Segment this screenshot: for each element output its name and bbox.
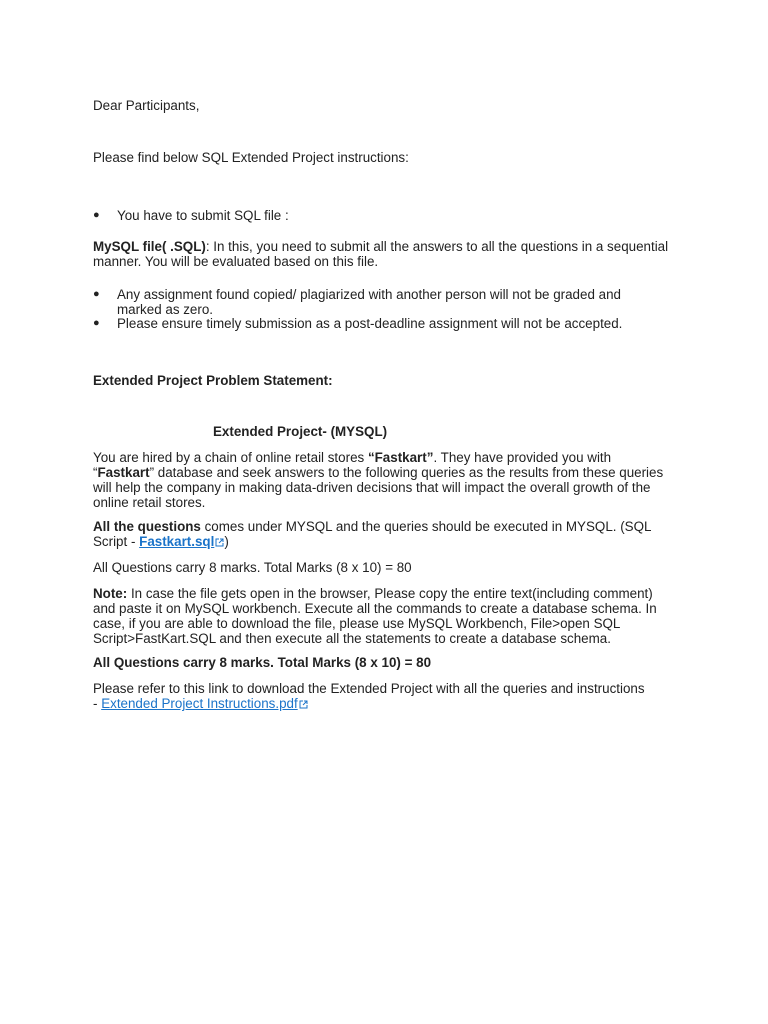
mysql-file-paragraph [93, 239, 683, 269]
refer-text: Please refer to this link to download the Extended Project with all the queries and instructions [93, 681, 645, 696]
note-label: Note: [93, 586, 128, 601]
bullet-dot: ● [93, 317, 100, 329]
questions-text: comes under MYSQL and the queries should be executed in MYSQL. (SQL Script - [93, 519, 651, 549]
questions-bold: All the questions [93, 519, 201, 534]
instructions-pdf-link[interactable]: Extended Project Instructions.pdf [101, 696, 298, 711]
greeting: Dear Participants, [93, 98, 200, 113]
marks-line-bold [93, 655, 683, 670]
brand-name: Fastkart [97, 465, 150, 480]
project-title-text: Extended Project- (MYSQL) [213, 424, 388, 439]
note-text: In case the file gets open in the browser, Please copy the entire text(including comment) and paste it on MySQL workbench. Execute all the commands to create a database schema. In case, if you are able to download the file, please use MySQL Workbench, File>open SQL Script>FastKart.SQL and then execute all the statements to create a database schema. [93, 586, 657, 646]
note-paragraph [93, 586, 673, 646]
problem-heading [93, 373, 683, 388]
project-title [213, 424, 513, 439]
scenario-paragraph [93, 450, 673, 510]
marks-line: All Questions carry 8 marks. Total Marks (8 x 10) = 80 [93, 560, 412, 575]
brand-name: “Fastkart” [367, 450, 434, 465]
rule-text: Please ensure timely submission as a post-deadline assignment will not be accepted. [117, 316, 623, 331]
problem-heading-text: Extended Project Problem Statement: [93, 373, 333, 388]
bullet-dot: ● [93, 209, 100, 221]
bullet-dot: ● [93, 288, 100, 300]
mysql-file-label: MySQL file( .SQL) [93, 239, 206, 254]
scenario-text: ” database and seek answers to the following queries as the results from these queries will help the company in making data-driven decisions that will impact the overall growth of the online retail stores. [93, 465, 664, 510]
external-link-icon[interactable] [215, 535, 224, 544]
rule-text: Any assignment found copied/ plagiarized with another person will not be graded and marked as zero. [117, 287, 621, 317]
scenario-text: You are hired by a chain of online retail stores [93, 450, 368, 465]
questions-paragraph [93, 519, 668, 549]
refer-paragraph [93, 681, 693, 711]
questions-close: ) [224, 534, 229, 549]
refer-dash: - [93, 696, 102, 711]
marks-line-bold-text: All Questions carry 8 marks. Total Marks (8 x 10) = 80 [93, 655, 432, 670]
scenario-text: . They have provided you with “ [93, 450, 612, 480]
external-link-icon[interactable] [299, 697, 308, 706]
mysql-file-text: : In this, you need to submit all the answers to all the questions in a sequential manner. You will be evaluated based on this file. [93, 239, 669, 269]
bullet-submit-text: You have to submit SQL file : [117, 208, 289, 223]
intro-text: Please find below SQL Extended Project instructions: [93, 150, 409, 165]
fastkart-sql-link[interactable]: Fastkart.sql [139, 534, 215, 549]
